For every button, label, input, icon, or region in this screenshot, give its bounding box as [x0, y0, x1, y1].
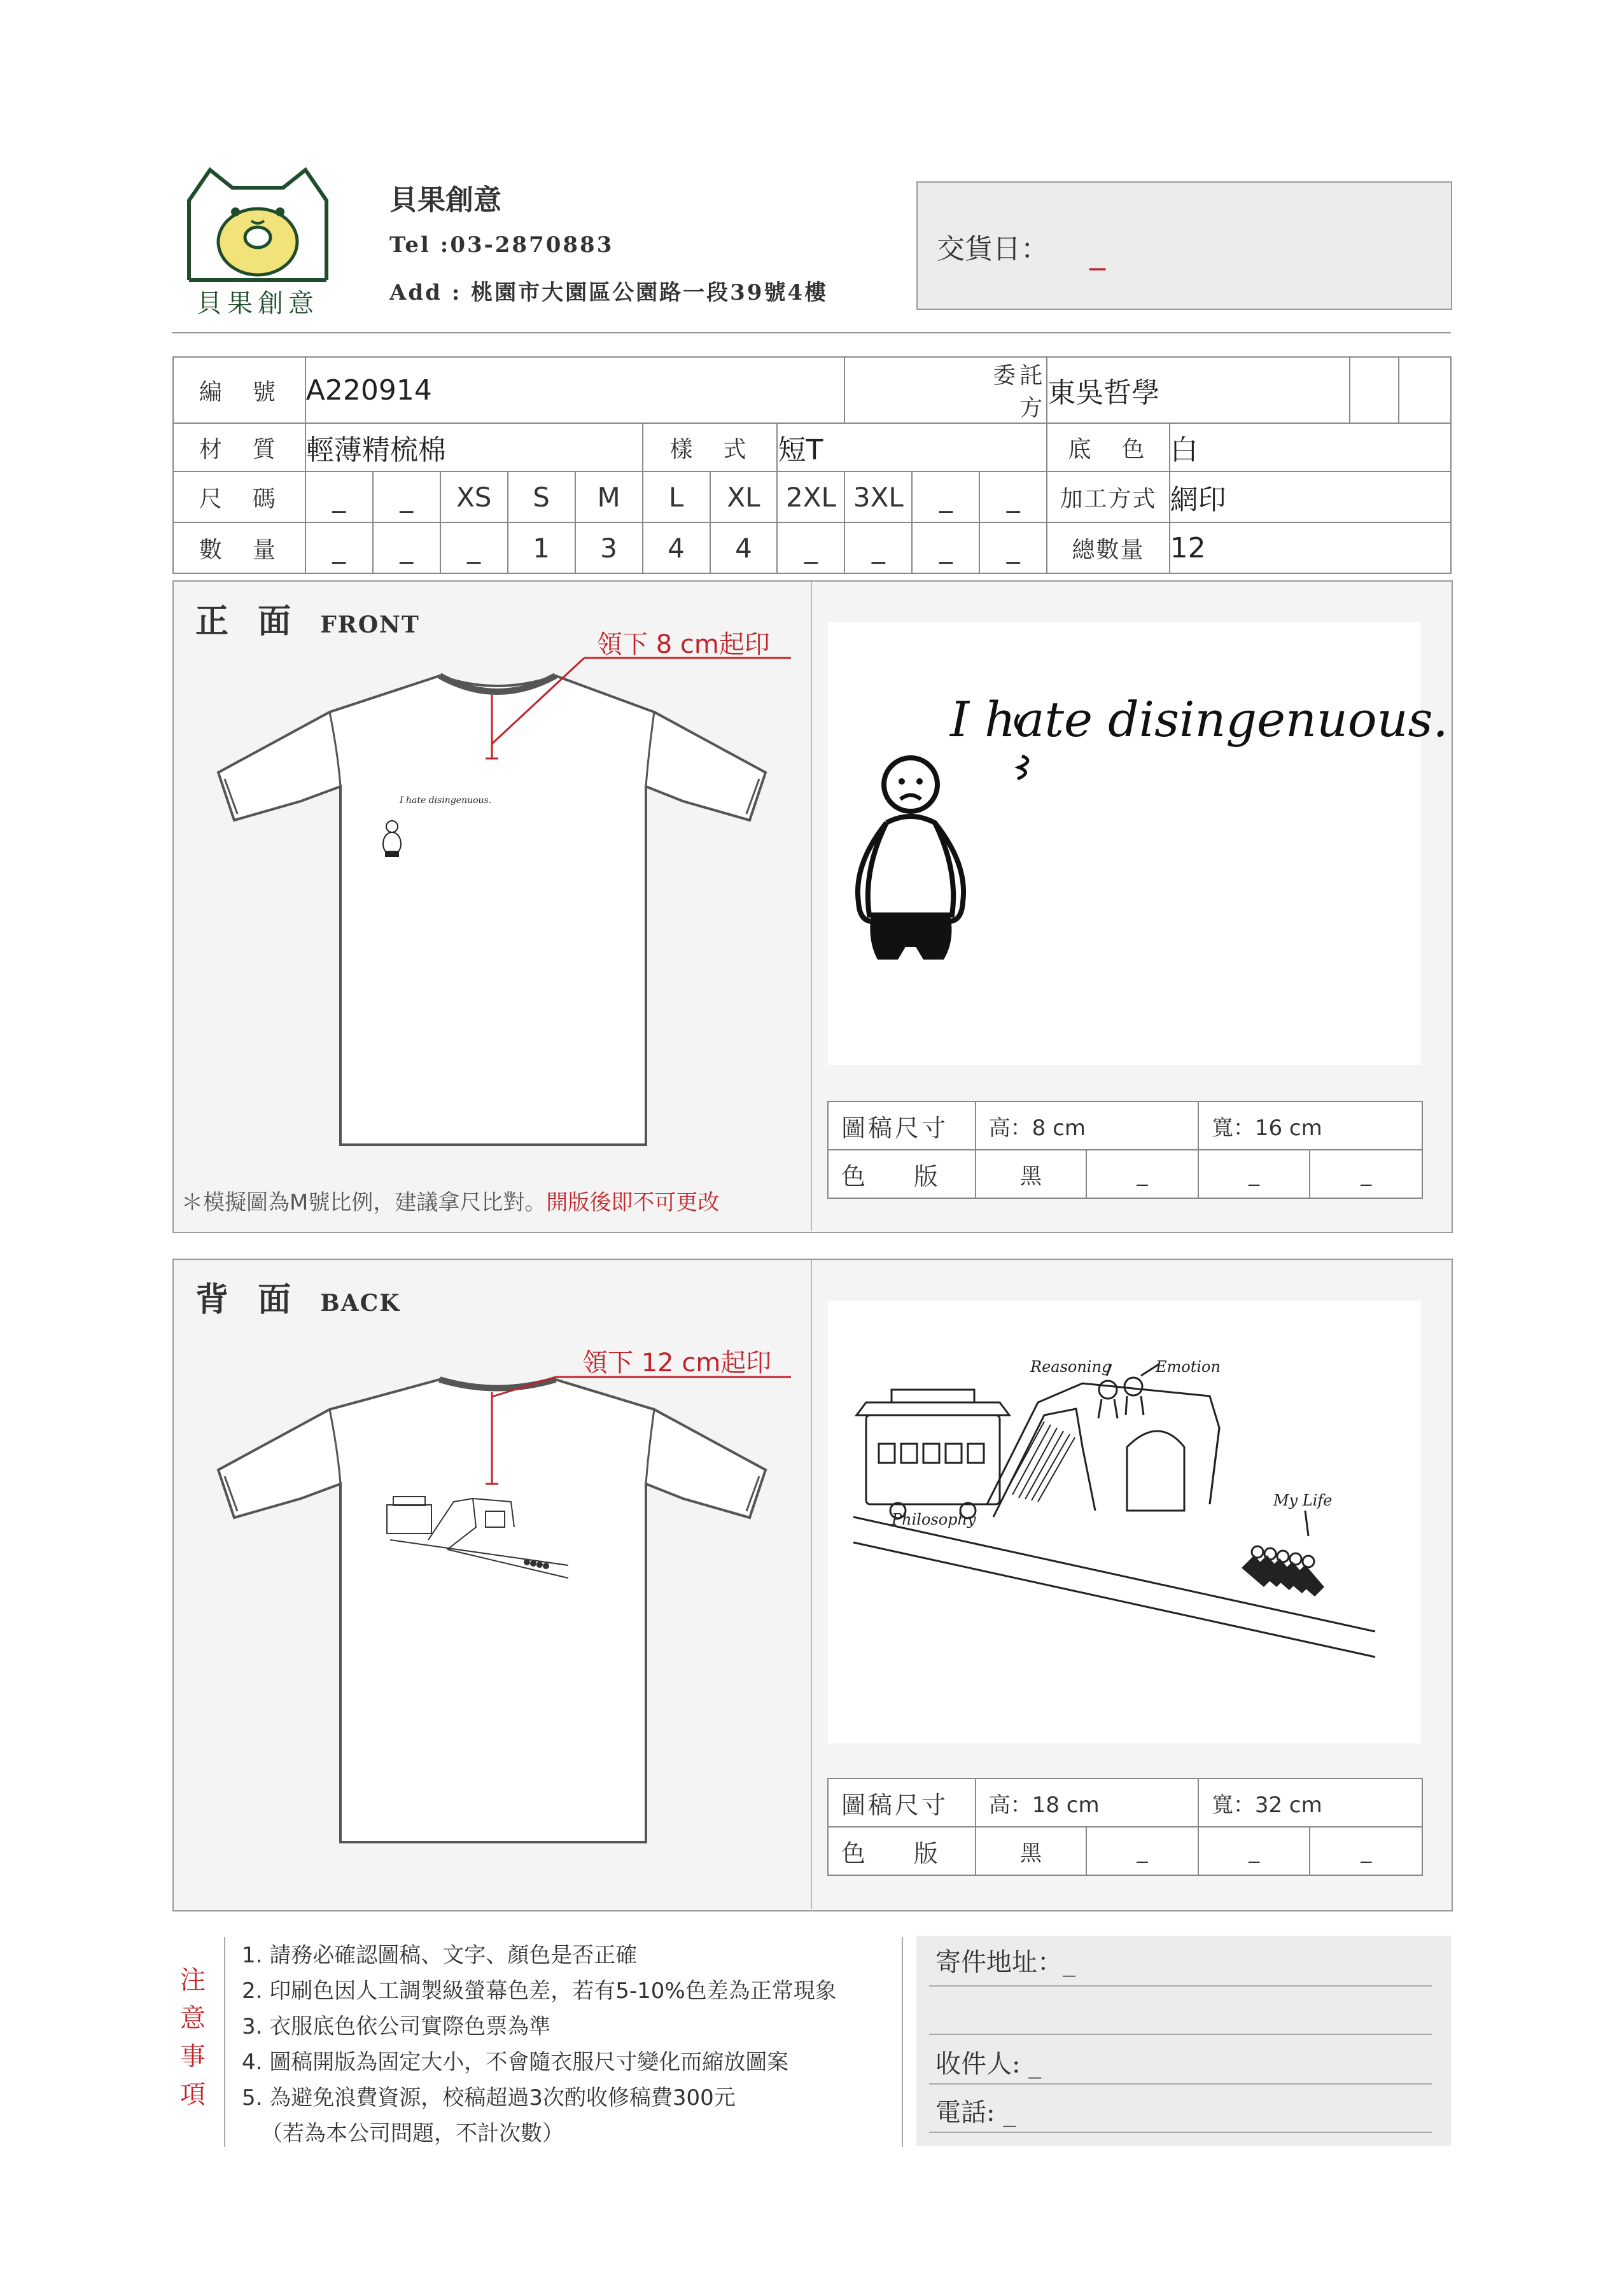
qty-cell: 4 — [710, 522, 778, 573]
front-spec-table — [827, 1101, 1423, 1199]
qty-cell: _ — [979, 522, 1047, 573]
shipping-recipient[interactable]: 收件人: _ — [935, 2050, 1042, 2079]
notes-heading-char: 意 — [180, 2004, 206, 2033]
size-label: 尺 碼 — [173, 472, 305, 522]
back-width: 寬：32 cm — [1198, 1778, 1422, 1827]
front-spec-label: 圖稿尺寸 — [828, 1101, 976, 1150]
front-color-4: _ — [1310, 1150, 1422, 1198]
size-cell: _ — [373, 472, 440, 522]
back-color-3: _ — [1198, 1827, 1310, 1875]
base-color-value: 白 — [1170, 423, 1451, 472]
back-title-zh: 背 面 — [195, 1280, 300, 1319]
note-item: 5. 為避免浪費資源，校稿超過3次酌收修稿費300元 — [242, 2085, 736, 2111]
front-divider — [811, 582, 812, 1231]
company-name: 貝果創意 — [389, 184, 501, 216]
style-value: 短T — [777, 423, 1047, 472]
shipping-phone[interactable]: 電話: _ — [935, 2098, 1016, 2127]
size-cell: 2XL — [777, 472, 844, 522]
company-tel: Tel :03-2870883 — [389, 232, 614, 258]
shipping-box — [916, 1936, 1451, 2146]
front-footnote-warning: 開版後即不可更改 — [546, 1190, 720, 1215]
delivery-box — [916, 181, 1452, 310]
front-color-label: 色 版 — [828, 1150, 976, 1198]
size-cell: XS — [440, 472, 508, 522]
front-title-en: FRONT — [320, 611, 420, 638]
size-cell: L — [643, 472, 710, 522]
shipping-line — [929, 2034, 1432, 2035]
front-color-2: _ — [1086, 1150, 1198, 1198]
qty-cell: _ — [373, 522, 440, 573]
qty-cell: 1 — [508, 522, 575, 573]
size-cell: S — [508, 472, 575, 522]
note-item: 1. 請務必確認圖稿、文字、顏色是否正確 — [242, 1943, 638, 1968]
notes-heading-char: 注 — [180, 1966, 206, 1995]
material-label: 材 質 — [173, 423, 305, 472]
label-philosophy: Philosophy — [892, 1511, 976, 1528]
front-slogan: I hate disingenuous. — [950, 691, 1448, 748]
method-label: 加工方式 — [1047, 472, 1169, 522]
notes-divider-right — [902, 1937, 903, 2147]
back-artwork — [828, 1301, 1421, 1743]
front-footnote — [181, 1185, 719, 1216]
qty-label: 數 量 — [173, 522, 305, 573]
front-width: 寬：16 cm — [1198, 1101, 1422, 1150]
header-divider — [172, 332, 1451, 333]
base-color-label: 底 色 — [1047, 423, 1169, 472]
qty-cell: 3 — [575, 522, 643, 573]
company-address: Add : 桃園市大園區公園路一段39號4樓 — [389, 280, 829, 305]
back-spec-label: 圖稿尺寸 — [828, 1778, 976, 1827]
material-value: 輕薄精梳棉 — [305, 423, 643, 472]
shipping-line — [929, 2083, 1432, 2085]
back-color-1: 黑 — [976, 1827, 1087, 1875]
notes-heading — [177, 1961, 209, 2114]
total-value: 12 — [1170, 522, 1451, 573]
shipping-address[interactable]: 寄件地址：_ — [935, 1948, 1075, 1977]
back-position-note: 領下 12 cm起印 — [582, 1348, 772, 1378]
logo-text: 貝果創意 — [197, 289, 319, 318]
back-color-label: 色 版 — [828, 1827, 976, 1875]
front-panel — [172, 580, 1453, 1233]
notes-list — [242, 1938, 837, 2151]
sad-figure-icon — [828, 622, 1421, 1065]
notes-divider-left — [224, 1937, 225, 2147]
front-height: 高：8 cm — [976, 1101, 1198, 1150]
size-cell: _ — [979, 472, 1047, 522]
delivery-value[interactable]: _ — [1089, 234, 1105, 270]
id-label: 編 號 — [173, 357, 305, 423]
note-item: 2. 印刷色因人工調製級螢幕色差，若有5-10%色差為正常現象 — [242, 1978, 837, 2004]
back-spec-table — [827, 1778, 1423, 1876]
size-cell: M — [575, 472, 643, 522]
qty-cell: _ — [844, 522, 912, 573]
front-artwork — [828, 622, 1448, 1065]
size-cell: XL — [710, 472, 778, 522]
shipping-line — [929, 2132, 1432, 2133]
label-reasoning: Reasoning — [1030, 1358, 1112, 1376]
order-info-table — [172, 356, 1452, 574]
back-color-2: _ — [1086, 1827, 1198, 1875]
style-label: 樣 式 — [643, 423, 778, 472]
label-emotion: Emotion — [1156, 1358, 1221, 1376]
size-cell: 3XL — [844, 472, 912, 522]
front-tshirt-mockup — [174, 582, 810, 1231]
front-mini-slogan: I hate disingenuous. — [400, 795, 492, 806]
front-color-3: _ — [1198, 1150, 1310, 1198]
qty-cell: 4 — [643, 522, 710, 573]
note-item: 4. 圖稿開版為固定大小，不會隨衣服尺寸變化而縮放圖案 — [242, 2050, 789, 2075]
notes-heading-char: 項 — [180, 2080, 206, 2109]
back-height: 高：18 cm — [976, 1778, 1198, 1827]
note-item: （若為本公司問題，不計次數） — [261, 2121, 564, 2146]
shipping-line — [929, 1985, 1432, 1987]
front-position-note: 領下 8 cm起印 — [597, 630, 770, 659]
qty-cell: _ — [440, 522, 508, 573]
total-label: 總數量 — [1047, 522, 1169, 573]
note-item: 3. 衣服底色依公司實際色票為準 — [242, 2014, 551, 2039]
method-value: 網印 — [1170, 472, 1451, 522]
front-footnote-text: ＊模擬圖為M號比例，建議拿尺比對。 — [181, 1190, 547, 1215]
company-logo — [181, 162, 334, 318]
label-my-life: My Life — [1273, 1492, 1333, 1509]
front-color-1: 黑 — [976, 1150, 1087, 1198]
qty-cell: _ — [305, 522, 373, 573]
qty-cell: _ — [912, 522, 979, 573]
size-cell: _ — [305, 472, 373, 522]
id-value: A220914 — [305, 357, 845, 423]
qty-cell: _ — [777, 522, 844, 573]
client-label: 委託方 — [979, 357, 1047, 423]
delivery-label: 交貨日： — [937, 233, 1049, 265]
size-cell: _ — [912, 472, 979, 522]
front-title-zh: 正 面 — [195, 602, 300, 641]
back-title-en: BACK — [320, 1290, 401, 1317]
back-color-4: _ — [1310, 1827, 1422, 1875]
back-divider — [811, 1260, 812, 1909]
notes-heading-char: 事 — [180, 2042, 206, 2071]
client-value: 東吳哲學 — [1047, 357, 1349, 423]
back-panel — [172, 1259, 1453, 1911]
